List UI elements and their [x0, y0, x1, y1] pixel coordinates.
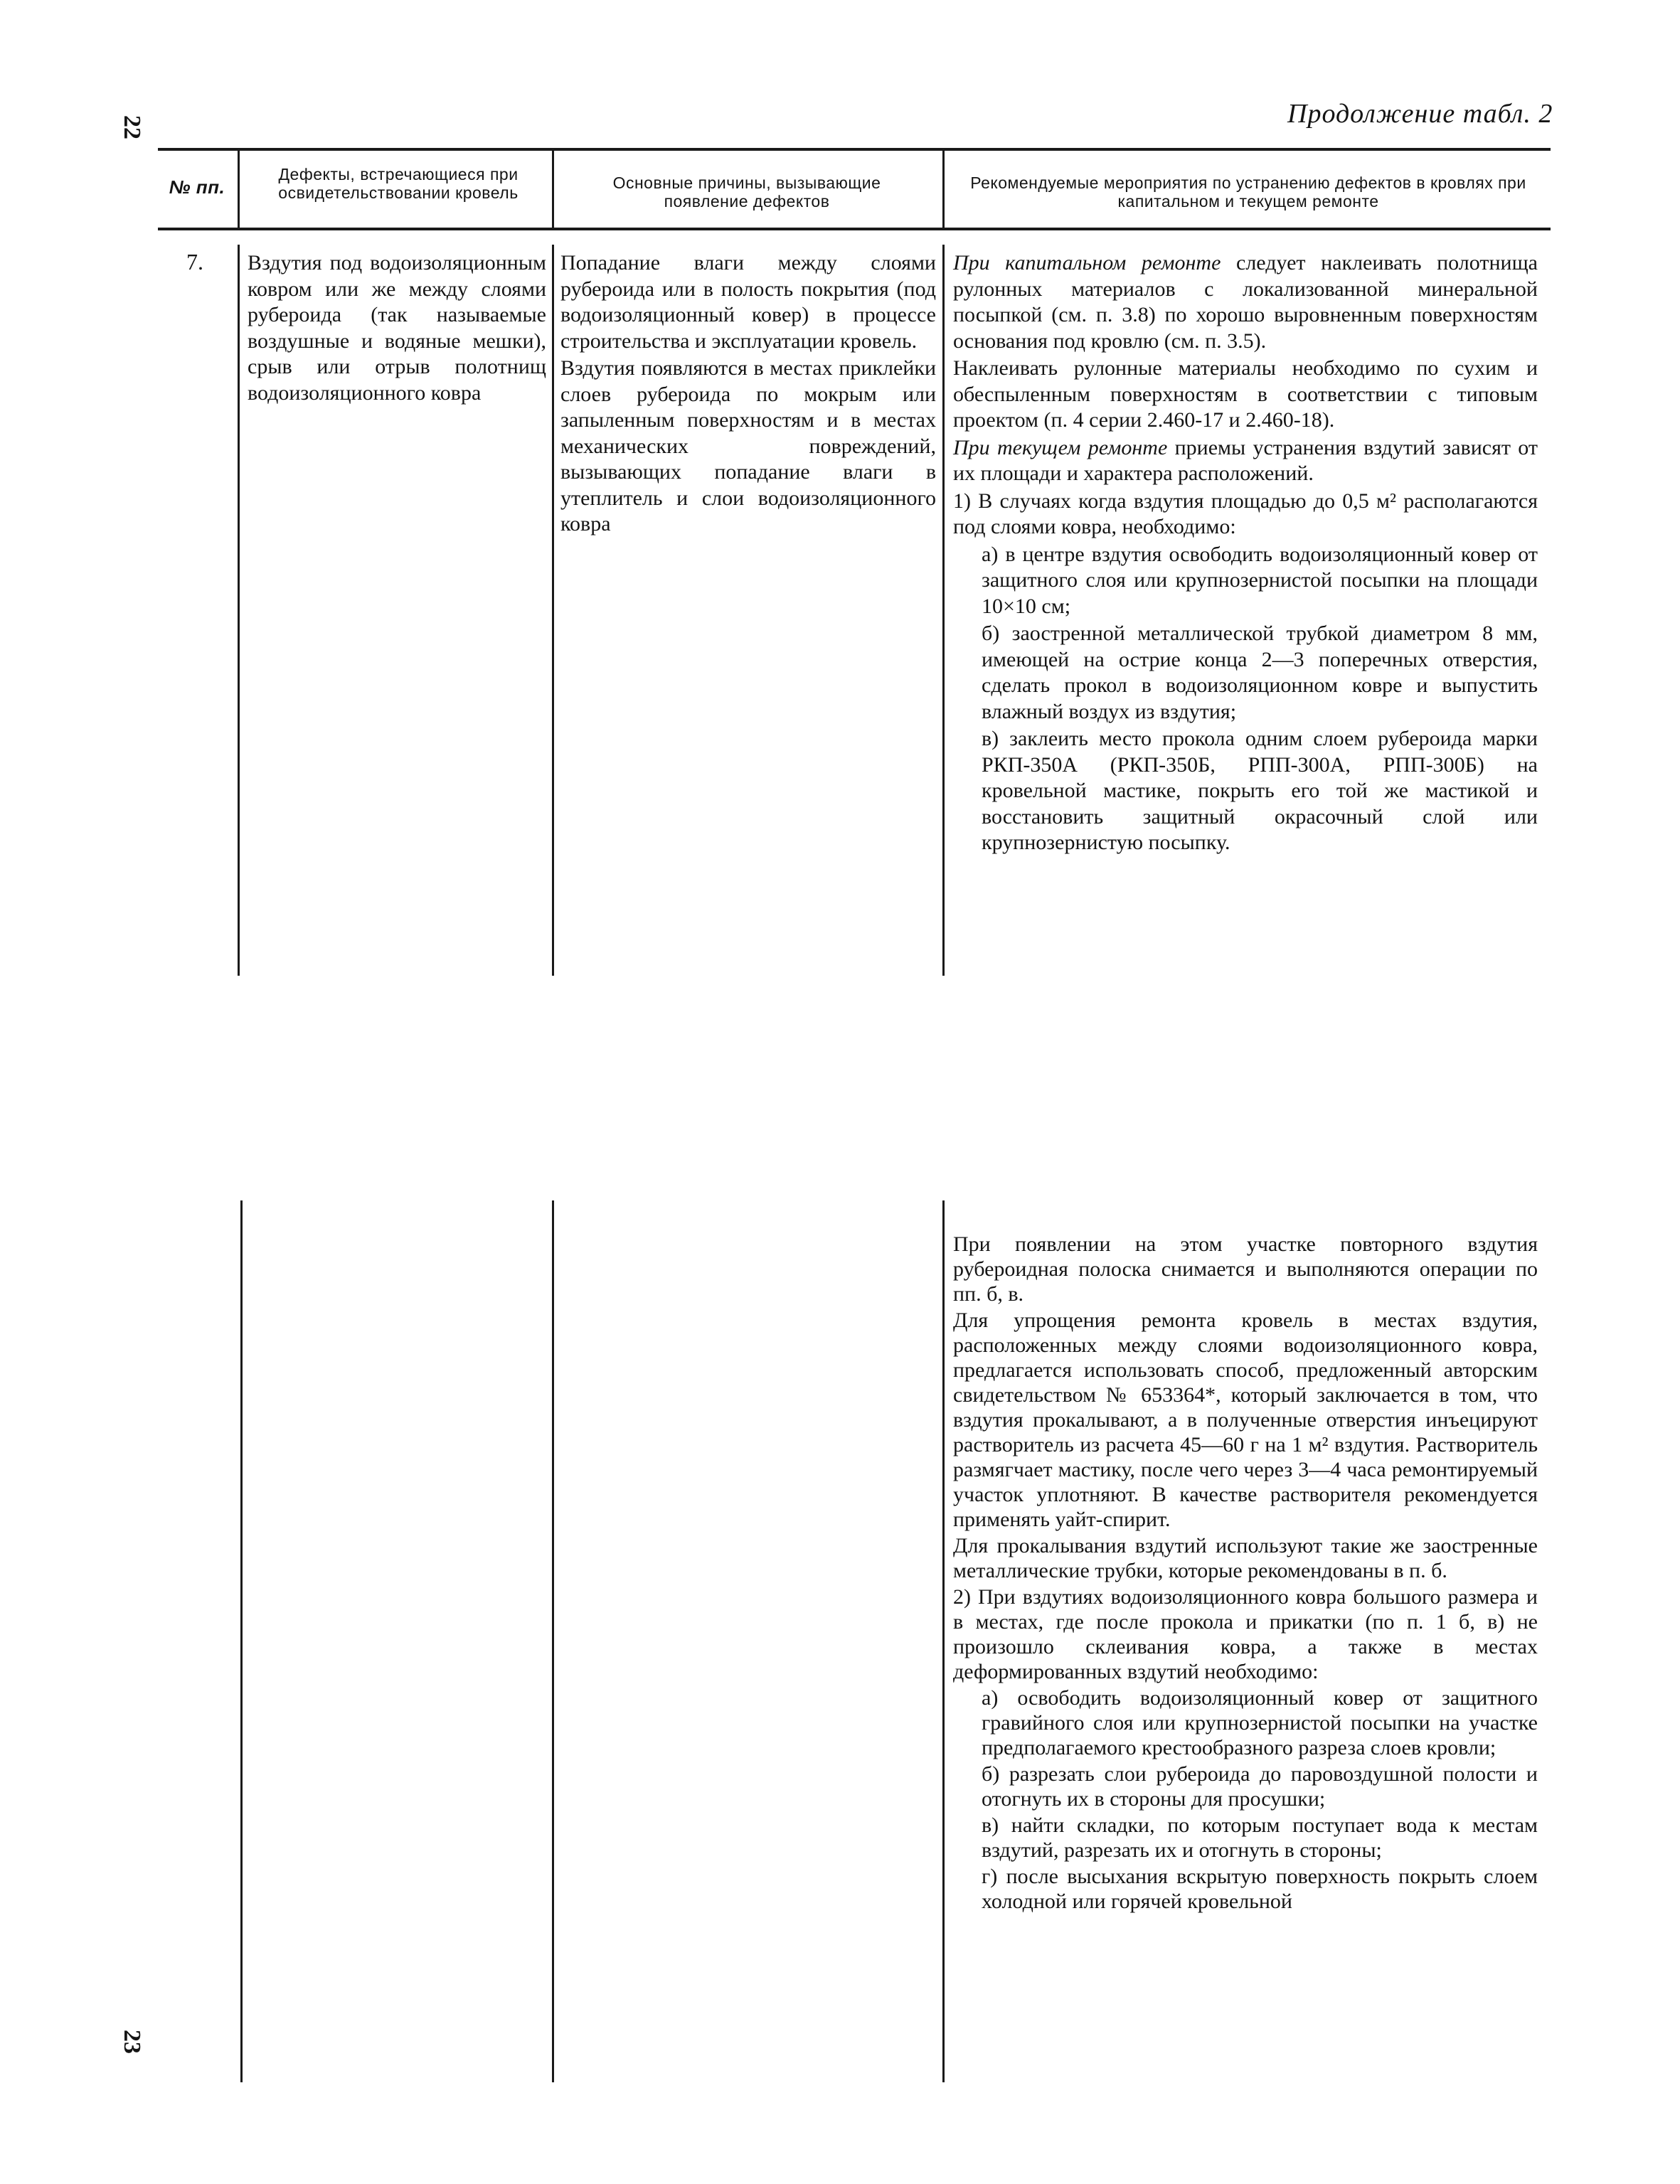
col-divider-2-top — [552, 245, 554, 976]
measures-item-v: в) заклеить место прокола одним слоем рубероида марки РКП-350А (РКП-350Б, РПП-300А, РПП-300Б) на кровельной мастике, покрыть его той же мастикой и восстановить защитный окрасочный слой или крупнозернистую посыпку. — [982, 727, 1538, 854]
header-defects: Дефекты, встречающиеся при освидетельствовании кровель — [278, 165, 519, 202]
col-divider-1-bottom — [240, 1200, 243, 2082]
cause-paragraph-2: Вздутия появляются в местах приклейки слоев рубероида по мокрым или запыленным поверхностям и в местах механических повреждений, вызывающих попадание влаги в утеплитель и слои водоизоляционного ковра — [560, 356, 936, 536]
col-divider-2-bottom — [552, 1200, 554, 2082]
measures-bottom-item-a: а) освободить водоизоляционный ковер от защитного гравийного слоя или крупнозернистой посыпки на участке предполагаемого крестообразного разреза слоев кровли; — [982, 1686, 1538, 1759]
measures-bottom-paragraph-4: 2) При вздутиях водоизоляционного ковра большого размера и в местах, где после прокола и прикатки (по п. 1 б, в) не произошло склеивания ковра, а также в местах деформированных вздутий необходимо: — [953, 1585, 1538, 1683]
col-divider-3-bottom — [942, 1200, 945, 2082]
page-number-left: 22 — [119, 115, 145, 139]
measures-bottom-paragraph-3: Для прокалывания вздутий используют такие же заостренные металлические трубки, которые рекомендованы в п. б. — [953, 1534, 1538, 1582]
cause-paragraph-1: Попадание влаги между слоями рубероида или в полость покрытия (под водоизоляционный ковер) в процессе строительства и эксплуатации кровель. — [560, 251, 936, 353]
current-repair-text: приемы устранения вздутий зависят от их площади и характера расположений. — [953, 435, 1538, 485]
capital-repair-text: следует наклеивать полотнища рулонных материалов с локализованной минеральной посыпкой (см. п. 3.8) по хорошо выровненным поверхностям основания под кровлю (см. п. 3.5). — [953, 251, 1538, 353]
header-causes: Основные причины, вызывающие появление дефектов — [612, 174, 881, 211]
causes-cell — [560, 250, 936, 538]
capital-repair-lead: При капитальном ремонте — [953, 251, 1221, 275]
col-divider-3-top — [942, 245, 945, 976]
measures-bottom-item-b: б) разрезать слои рубероида до паровоздушной полости и отогнуть их в стороны для просушки; — [982, 1762, 1538, 1811]
col-divider-2-header — [552, 149, 554, 229]
measures-paragraph-2: Наклеивать рулонные материалы необходимо по сухим и обеспыленным поверхностям в соответствии с типовым проектом (п. 4 серии 2.460-17 и 2.460-18). — [953, 356, 1538, 432]
page-number-right: 23 — [119, 2030, 145, 2054]
measures-bottom-item-v: в) найти складки, по которым поступает вода к местам вздутий, разрезать их и отогнуть в стороны; — [982, 1813, 1538, 1862]
capital-repair-paragraph — [953, 250, 1538, 354]
defect-cell — [248, 250, 546, 406]
measures-item-b: б) заостренной металлической трубкой диаметром 8 мм, имеющей на острие конца 2—3 поперечных отверстия, сделать прокол в водоизоляционном ковре и выпустить влажный воздух из вздутия; — [982, 622, 1538, 723]
header-measures: Рекомендуемые мероприятия по устранению дефектов в кровлях при капитальном и текущем ремонте — [970, 174, 1526, 211]
current-repair-paragraph — [953, 435, 1538, 487]
defect-text: Вздутия под водоизоляционным ковром или же между слоями рубероида (так называемые воздушные и водяные мешки), срыв или отрыв полотнищ водоизоляционного ковра — [248, 251, 546, 405]
measures-bottom-paragraph-1: При появлении на этом участке повторного вздутия рубероидная полоска снимается и выполняются операции по пп. б, в. — [953, 1232, 1538, 1306]
table-top-rule — [158, 148, 1551, 151]
measures-paragraph-4: 1) В случаях когда вздутия площадью до 0,5 м² располагаются под слоями ковра, необходимо: — [953, 489, 1538, 538]
measures-bottom-paragraph-2: Для упрощения ремонта кровель в местах вздутия, расположенных между слоями водоизоляционного ковра, предлагается использовать способ, предложенный авторским свидетельством № 653364*, который заключается в том, что вздутия прокалывают, а в полученные отверстия инъецируют растворитель из расчета 45—60 г на 1 м² вздутия. Растворитель размягчает мастику, после чего через 3—4 часа ремонтируемый участок уплотняют. В качестве растворителя рекомендуется применять уайт-спирит. — [953, 1309, 1538, 1531]
continuation-caption: Продолжение табл. 2 — [1287, 99, 1553, 129]
measures-bottom-item-g: г) после высыхания вскрытую поверхность покрыть слоем холодной или горячей кровельной — [982, 1865, 1538, 1913]
measures-cell-top — [953, 250, 1538, 856]
current-repair-lead: При текущем ремонте — [953, 435, 1168, 459]
measures-cell-bottom — [953, 1232, 1538, 1914]
header-bottom-rule — [158, 228, 1551, 230]
col-divider-1-header — [238, 149, 240, 229]
row-number: 7. — [186, 249, 203, 275]
measures-item-a: а) в центре вздутия освободить водоизоляционный ковер от защитного слоя или крупнозернистой посыпки на площади 10×10 см; — [982, 542, 1538, 618]
col-divider-1-top — [238, 245, 240, 976]
col-divider-3-header — [942, 149, 945, 229]
header-number: № пп. — [169, 176, 225, 198]
